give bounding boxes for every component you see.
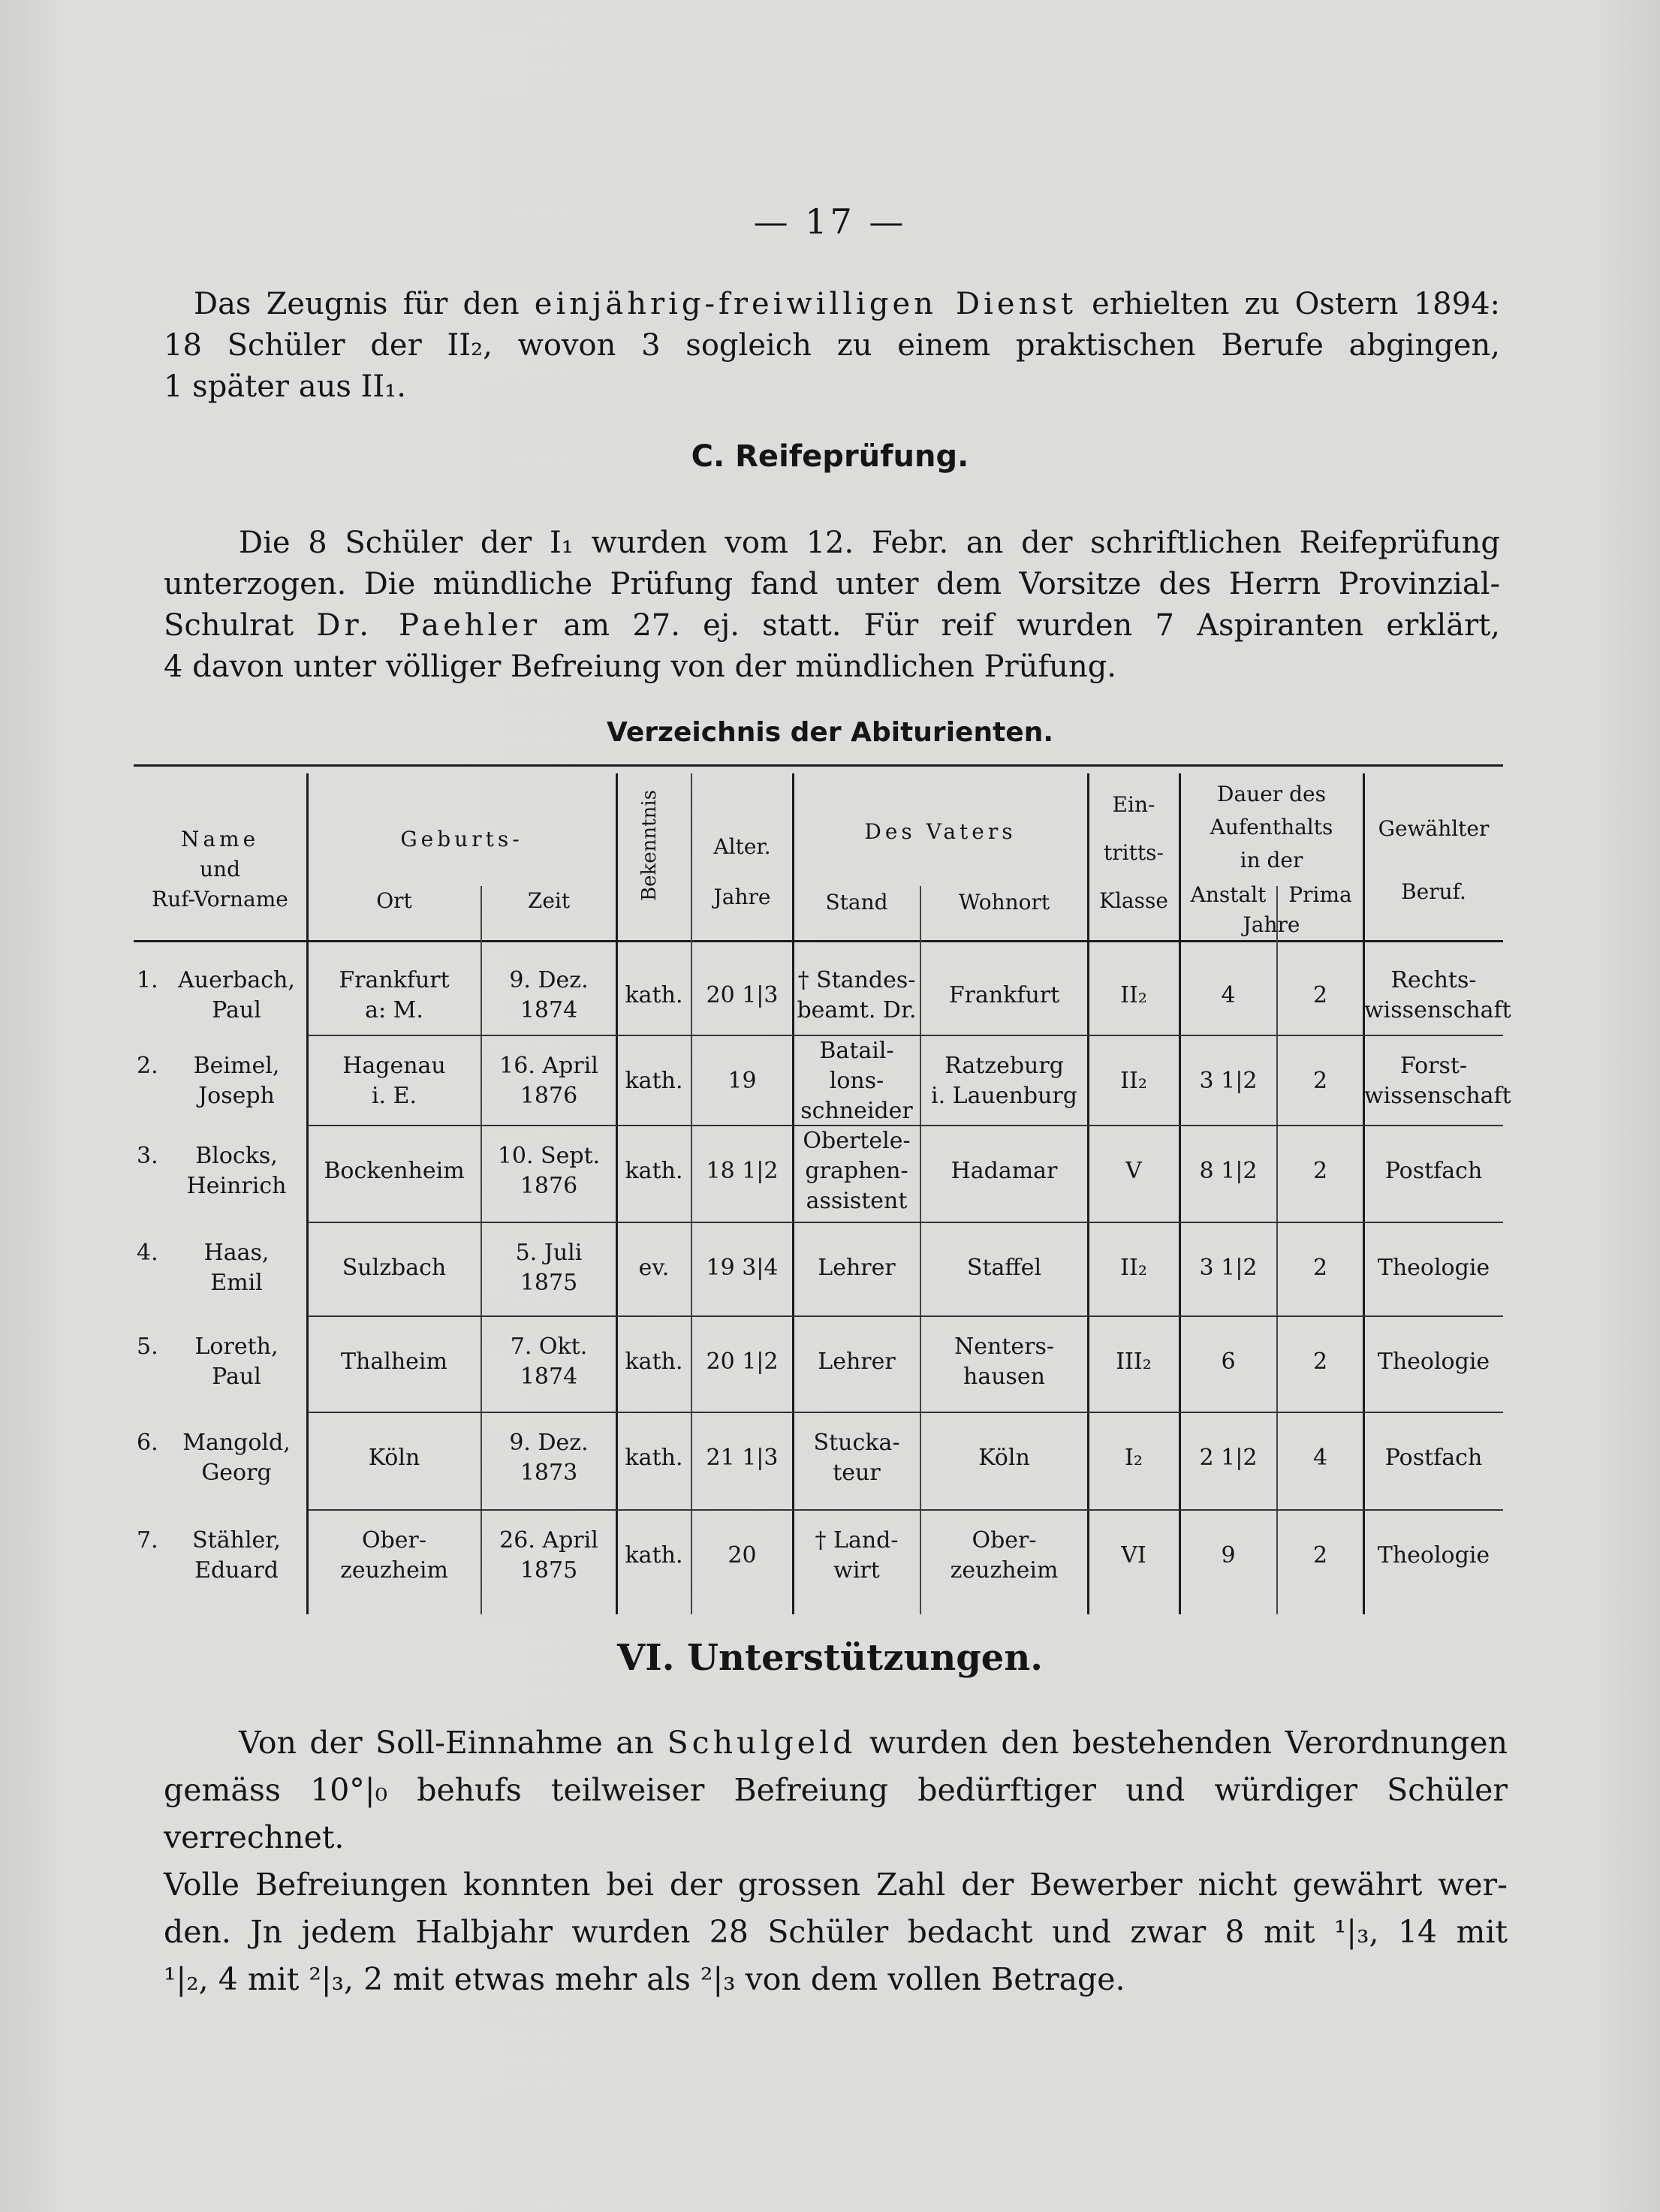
- row-zeit-line: 1876: [520, 1083, 578, 1109]
- row-zeit-line: 26. April: [499, 1527, 598, 1554]
- row-name-line: Haas,: [203, 1240, 270, 1266]
- row-zeit-line: 7. Okt.: [510, 1334, 588, 1360]
- row-anstalt-line: 4: [1221, 982, 1236, 1008]
- row-name-line: Georg: [201, 1460, 272, 1486]
- row-prima-line: 2: [1312, 982, 1328, 1008]
- row-alter-line: 20 1|2: [706, 1349, 779, 1375]
- row-alter-line: 20: [728, 1542, 757, 1569]
- row-klasse: [1089, 1066, 1179, 1096]
- header-wohnort: Wohnort: [958, 890, 1050, 915]
- header-beruf-2: Beruf.: [1401, 879, 1466, 904]
- row-prima: [1278, 1253, 1363, 1283]
- row-beruf-line: Rechts-: [1390, 967, 1477, 993]
- row-beruf-line: Postfach: [1384, 1158, 1483, 1184]
- row-bekenntnis: [617, 1443, 691, 1473]
- row-zeit-line: 9. Dez.: [509, 1430, 589, 1456]
- row-stand-line: schneider: [800, 1098, 913, 1124]
- row-number: 3.: [137, 1143, 158, 1169]
- row-name: [167, 966, 306, 1026]
- row-ort: [308, 966, 481, 1026]
- header-beruf-1: Gewählter: [1378, 816, 1490, 841]
- row-prima-line: 2: [1312, 1255, 1328, 1281]
- row-bekenntnis-line: kath.: [625, 1542, 683, 1569]
- row-separator: [308, 1509, 1503, 1511]
- header-eintritts-2: tritts-: [1104, 840, 1164, 865]
- row-ort-line: Thalheim: [341, 1349, 447, 1375]
- row-name-line: Loreth,: [194, 1334, 279, 1360]
- row-zeit: [482, 1051, 616, 1111]
- row-wohnort: [921, 1443, 1087, 1473]
- row-alter: [692, 1541, 792, 1571]
- row-ort-line: Frankfurt: [339, 967, 450, 993]
- table-heading: Verzeichnis der Abiturienten.: [606, 717, 1054, 748]
- unter-line-5: ¹|₂, 4 mit ²|₃, 2 mit etwas mehr als ²|₃ von dem vollen Betrage.: [164, 1961, 1125, 1997]
- row-beruf-line: Theologie: [1377, 1542, 1490, 1569]
- row-alter-line: 20 1|3: [706, 982, 779, 1008]
- row-alter-line: 21 1|3: [706, 1445, 779, 1471]
- row-ort-line: zeuzheim: [340, 1557, 448, 1584]
- row-anstalt-line: 6: [1221, 1349, 1236, 1375]
- header-bekenntnis: Bekenntnis: [638, 790, 661, 901]
- row-bekenntnis: [617, 1253, 691, 1283]
- row-klasse-line: I₂: [1125, 1445, 1143, 1471]
- header-dauer-jahre: Jahre: [1243, 912, 1300, 937]
- header-name-3: Ruf-Vorname: [152, 887, 288, 912]
- row-bekenntnis: [617, 1347, 691, 1377]
- row-klasse: [1089, 1347, 1179, 1377]
- row-wohnort-line: Ratzeburg: [944, 1053, 1064, 1079]
- row-number: 4.: [137, 1240, 158, 1266]
- row-number: 6.: [137, 1430, 158, 1456]
- row-ort: [308, 1051, 481, 1111]
- row-name-line: Joseph: [198, 1083, 275, 1109]
- row-alter: [692, 1066, 792, 1096]
- row-anstalt-line: 3 1|2: [1199, 1068, 1258, 1094]
- row-prima-line: 2: [1312, 1158, 1328, 1184]
- row-beruf-line: Forst-: [1399, 1053, 1468, 1079]
- row-klasse: [1089, 1253, 1179, 1283]
- row-name-line: Paul: [212, 1364, 261, 1390]
- row-zeit-line: 1875: [520, 1270, 578, 1296]
- row-zeit: [482, 1526, 616, 1586]
- row-wohnort-line: Staffel: [966, 1255, 1042, 1281]
- row-name-line: Paul: [212, 997, 261, 1023]
- row-wohnort-line: Nenters-: [954, 1334, 1054, 1360]
- row-prima-line: 2: [1312, 1068, 1328, 1094]
- section-c-heading: C. Reifeprüfung.: [691, 439, 969, 474]
- row-stand-line: assistent: [806, 1188, 908, 1214]
- reife-text-a: Schulrat: [164, 608, 294, 643]
- row-stand: [794, 1428, 920, 1488]
- row-name: [167, 1526, 306, 1586]
- row-name: [167, 1141, 306, 1201]
- unter-line-1: [164, 1719, 1508, 1767]
- row-zeit-line: 5. Juli: [515, 1240, 583, 1266]
- paragraph-unterstuetzungen: [164, 1719, 1508, 2003]
- intro-text-spaced: einjährig-freiwilligen Dienst: [534, 287, 1077, 321]
- section-vi-heading: VI. Unterstützungen.: [617, 1637, 1043, 1679]
- row-klasse-line: VI: [1121, 1542, 1146, 1569]
- row-klasse-line: III₂: [1116, 1349, 1152, 1375]
- row-stand: [794, 966, 920, 1026]
- row-alter: [692, 1347, 792, 1377]
- page-number: — 17 —: [753, 201, 907, 242]
- row-anstalt: [1180, 981, 1276, 1011]
- table-top-rule: [134, 764, 1503, 767]
- row-zeit-line: 9. Dez.: [509, 967, 589, 993]
- header-name: [134, 824, 306, 915]
- row-beruf: [1364, 1541, 1503, 1571]
- row-beruf: [1364, 966, 1511, 1026]
- row-klasse-line: II₂: [1120, 1068, 1147, 1094]
- row-alter: [692, 981, 792, 1011]
- row-number: 1.: [137, 967, 158, 993]
- unter-text-c: wurden den bestehenden Verordnungen: [869, 1725, 1508, 1761]
- header-geburts: Geburts-: [400, 827, 523, 851]
- row-beruf-line: Postfach: [1384, 1445, 1483, 1471]
- row-separator: [308, 1222, 1503, 1223]
- row-klasse: [1089, 1156, 1179, 1186]
- row-bekenntnis: [617, 1066, 691, 1096]
- row-wohnort-line: zeuzheim: [950, 1557, 1059, 1584]
- reife-line-2: unterzogen. Die mündliche Prüfung fand unter dem Vorsitze des Herrn Provinzial-: [164, 567, 1500, 601]
- header-stand: Stand: [825, 890, 888, 915]
- row-stand: [794, 1126, 920, 1216]
- row-bekenntnis-line: kath.: [625, 1158, 683, 1184]
- unter-line-4: den. Jn jedem Halbjahr wurden 28 Schüler bedacht und zwar 8 mit ¹|₃, 14 mit: [164, 1914, 1508, 1950]
- row-stand-line: beamt. Dr.: [797, 997, 917, 1023]
- row-klasse-line: II₂: [1120, 1255, 1147, 1281]
- row-number: 2.: [137, 1053, 158, 1079]
- table-header-rule: [134, 940, 1503, 942]
- row-beruf-line: Theologie: [1377, 1255, 1490, 1281]
- intro-line-2: 18 Schüler der II₂, wovon 3 sogleich zu einem praktischen Berufe abgingen,: [164, 328, 1500, 363]
- unter-line-2: gemäss 10°|₀ behufs teilweiser Befreiung bedürftiger und würdiger Schüler verrechnet.: [164, 1772, 1508, 1855]
- reife-line-1: Die 8 Schüler der I₁ wurden vom 12. Febr. an der schriftlichen Reifeprüfung: [239, 526, 1500, 560]
- col-rule-zeit: [616, 773, 618, 1614]
- header-ort: Ort: [376, 888, 412, 913]
- row-alter: [692, 1156, 792, 1186]
- row-stand-line: Lehrer: [818, 1349, 896, 1375]
- row-zeit-line: 10. Sept.: [497, 1143, 601, 1169]
- row-prima: [1278, 1066, 1363, 1096]
- row-wohnort-line: Köln: [978, 1445, 1030, 1471]
- header-dauer-2: Aufenthalts: [1210, 815, 1333, 839]
- row-name: [167, 1051, 306, 1111]
- row-alter: [692, 1253, 792, 1283]
- row-anstalt: [1180, 1443, 1276, 1473]
- row-prima: [1278, 1347, 1363, 1377]
- row-prima-line: 2: [1312, 1349, 1328, 1375]
- row-number: 5.: [137, 1334, 158, 1360]
- row-name-line: Blocks,: [195, 1143, 278, 1169]
- row-bekenntnis-line: kath.: [625, 1068, 683, 1094]
- row-wohnort-line: i. Lauenburg: [931, 1083, 1077, 1109]
- row-name-line: Mangold,: [182, 1430, 291, 1456]
- row-zeit: [482, 1332, 616, 1392]
- row-wohnort: [921, 1526, 1087, 1586]
- row-anstalt: [1180, 1066, 1276, 1096]
- row-bekenntnis: [617, 1541, 691, 1571]
- row-wohnort: [921, 1253, 1087, 1283]
- row-stand-line: wirt: [833, 1557, 880, 1584]
- row-name-line: Auerbach,: [178, 967, 295, 993]
- intro-line-3: 1 später aus II₁.: [164, 369, 406, 404]
- row-ort-line: Sulzbach: [342, 1255, 447, 1281]
- row-anstalt: [1180, 1347, 1276, 1377]
- row-bekenntnis-line: ev.: [638, 1255, 670, 1281]
- row-stand-line: graphen-: [805, 1158, 908, 1184]
- row-separator: [308, 1412, 1503, 1413]
- header-prima: Prima: [1288, 882, 1352, 907]
- row-beruf-line: Theologie: [1377, 1349, 1490, 1375]
- header-des-vaters: Des Vaters: [864, 819, 1017, 844]
- row-prima-line: 2: [1312, 1542, 1328, 1569]
- row-beruf: [1364, 1156, 1503, 1186]
- header-name-1: Name: [180, 827, 260, 851]
- row-ort: [308, 1443, 481, 1473]
- row-zeit-line: 1873: [520, 1460, 578, 1486]
- row-beruf: [1364, 1443, 1503, 1473]
- header-eintritts-3: Klasse: [1099, 888, 1168, 913]
- row-zeit-line: 1874: [520, 1364, 578, 1390]
- row-klasse-line: V: [1125, 1158, 1142, 1184]
- row-alter-line: 19 3|4: [706, 1255, 779, 1281]
- row-zeit: [482, 966, 616, 1026]
- unter-line-3: Volle Befreiungen konnten bei der grossen Zahl der Bewerber nicht gewährt wer-: [164, 1867, 1508, 1903]
- intro-text-c: erhielten zu Ostern 1894:: [1092, 287, 1501, 321]
- row-name-line: Eduard: [194, 1557, 279, 1584]
- row-bekenntnis: [617, 981, 691, 1011]
- row-number: 7.: [137, 1527, 158, 1554]
- row-stand: [794, 1347, 920, 1377]
- row-stand-line: Lehrer: [818, 1255, 896, 1281]
- row-stand: [794, 1253, 920, 1283]
- row-ort: [308, 1156, 481, 1186]
- row-name-line: Beimel,: [193, 1053, 280, 1079]
- row-wohnort: [921, 1332, 1087, 1392]
- row-ort: [308, 1526, 481, 1586]
- row-zeit-line: 1876: [520, 1173, 578, 1199]
- row-beruf: [1364, 1347, 1503, 1377]
- unter-text-a: Von der Soll-Einnahme an: [239, 1725, 655, 1761]
- row-zeit: [482, 1428, 616, 1488]
- row-zeit-line: 16. April: [499, 1053, 598, 1079]
- row-ort-line: Hagenau: [342, 1053, 446, 1079]
- row-bekenntnis-line: kath.: [625, 982, 683, 1008]
- row-prima-line: 4: [1312, 1445, 1328, 1471]
- row-wohnort: [921, 1051, 1087, 1111]
- header-jahre: Jahre: [713, 884, 771, 909]
- row-wohnort-line: Ober-: [972, 1527, 1037, 1554]
- header-eintritts-1: Ein-: [1112, 792, 1155, 817]
- row-bekenntnis: [617, 1156, 691, 1186]
- row-name: [167, 1238, 306, 1298]
- row-stand-line: teur: [833, 1460, 881, 1486]
- row-prima: [1278, 1156, 1363, 1186]
- row-beruf: [1364, 1253, 1503, 1283]
- row-anstalt: [1180, 1541, 1276, 1571]
- row-ort-line: Ober-: [361, 1527, 427, 1554]
- row-anstalt-line: 8 1|2: [1199, 1158, 1258, 1184]
- row-wohnort: [921, 981, 1087, 1011]
- row-anstalt: [1180, 1253, 1276, 1283]
- row-alter-line: 19: [728, 1068, 757, 1094]
- row-bekenntnis-line: kath.: [625, 1349, 683, 1375]
- header-dauer-3: in der: [1240, 848, 1303, 872]
- row-name: [167, 1428, 306, 1488]
- row-separator: [308, 1315, 1503, 1317]
- row-ort: [308, 1253, 481, 1283]
- row-stand-line: Batail-: [819, 1038, 894, 1064]
- row-beruf-line: wissenschaft: [1364, 997, 1511, 1023]
- row-alter: [692, 1443, 792, 1473]
- row-klasse: [1089, 981, 1179, 1011]
- row-wohnort-line: Frankfurt: [948, 982, 1060, 1008]
- header-alter: Alter.: [713, 834, 771, 859]
- header-dauer: [1180, 778, 1363, 877]
- row-anstalt-line: 3 1|2: [1199, 1255, 1258, 1281]
- header-zeit: Zeit: [527, 888, 571, 913]
- row-stand: [794, 1036, 920, 1126]
- row-ort: [308, 1347, 481, 1377]
- row-zeit-line: 1875: [520, 1557, 578, 1584]
- row-zeit: [482, 1141, 616, 1201]
- row-prima: [1278, 1443, 1363, 1473]
- row-ort-line: a: M.: [365, 997, 423, 1023]
- reife-text-c: am 27. ej. statt. Für reif wurden 7 Aspiranten erklärt,: [563, 608, 1500, 643]
- reife-text-spaced: Dr. Paehler: [316, 608, 541, 643]
- header-name-2: und: [200, 857, 240, 881]
- row-wohnort: [921, 1156, 1087, 1186]
- row-stand-line: † Standes-: [797, 967, 916, 993]
- header-anstalt: Anstalt: [1190, 882, 1267, 907]
- row-name-line: Stähler,: [192, 1527, 281, 1554]
- row-prima: [1278, 1541, 1363, 1571]
- row-stand-line: Stucka-: [813, 1430, 900, 1456]
- row-stand-line: lons-: [829, 1068, 884, 1094]
- row-anstalt: [1180, 1156, 1276, 1186]
- row-klasse: [1089, 1443, 1179, 1473]
- row-anstalt-line: 2 1|2: [1199, 1445, 1258, 1471]
- row-beruf-line: wissenschaft: [1364, 1083, 1511, 1109]
- row-alter-line: 18 1|2: [706, 1158, 779, 1184]
- header-dauer-1: Dauer des: [1217, 782, 1326, 806]
- row-stand: [794, 1526, 920, 1586]
- unter-text-spaced: Schulgeld: [667, 1725, 857, 1761]
- row-anstalt-line: 9: [1221, 1542, 1236, 1569]
- row-zeit-line: 1874: [520, 997, 578, 1023]
- intro-text-a: Das Zeugnis für den: [194, 287, 520, 321]
- row-wohnort-line: hausen: [963, 1364, 1045, 1390]
- row-ort-line: i. E.: [371, 1083, 417, 1109]
- row-klasse-line: II₂: [1120, 982, 1147, 1008]
- row-zeit: [482, 1238, 616, 1298]
- row-ort-line: Köln: [368, 1445, 420, 1471]
- row-klasse: [1089, 1541, 1179, 1571]
- row-wohnort-line: Hadamar: [951, 1158, 1058, 1184]
- row-bekenntnis-line: kath.: [625, 1445, 683, 1471]
- reife-line-4: 4 davon unter völliger Befreiung von der mündlichen Prüfung.: [164, 649, 1117, 684]
- row-name-line: Heinrich: [186, 1173, 287, 1199]
- row-ort-line: Bockenheim: [324, 1158, 465, 1184]
- row-stand-line: Obertele-: [803, 1128, 911, 1154]
- row-prima: [1278, 981, 1363, 1011]
- row-name-line: Emil: [210, 1270, 263, 1296]
- row-beruf: [1364, 1051, 1511, 1111]
- row-stand-line: † Land-: [815, 1527, 899, 1554]
- row-name: [167, 1332, 306, 1392]
- header-eintritts: [1089, 790, 1179, 916]
